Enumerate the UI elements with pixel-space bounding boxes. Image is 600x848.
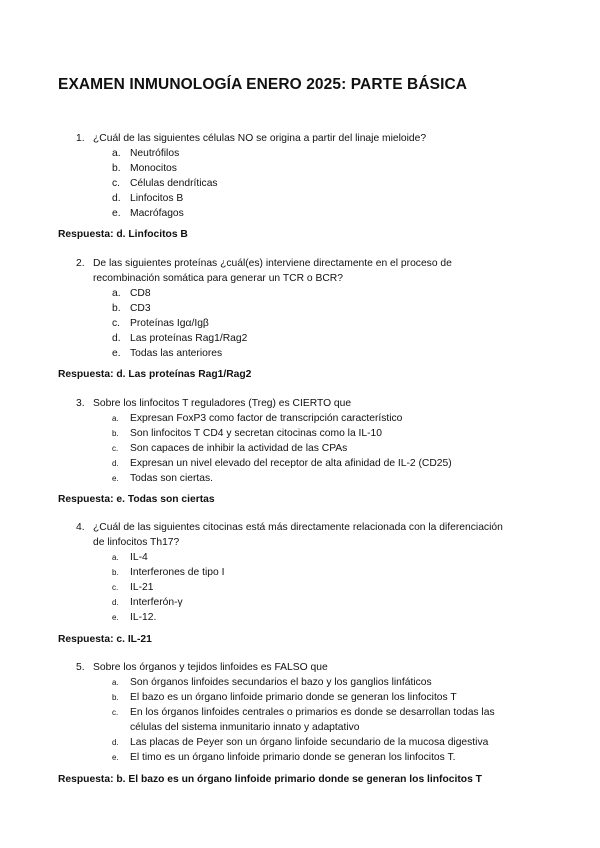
option-text: IL-4 bbox=[130, 552, 148, 563]
option-letter: a. bbox=[112, 148, 121, 159]
question-number: 5. bbox=[76, 662, 85, 673]
answer-5: Respuesta: b. El bazo es un órgano linfoide primario donde se generan los linfocitos T bbox=[58, 774, 482, 785]
question-number: 4. bbox=[76, 522, 85, 533]
option-text: El bazo es un órgano linfoide primario donde se generan los linfocitos T bbox=[130, 692, 457, 703]
option-text: Todas son ciertas. bbox=[130, 473, 213, 484]
question-text-cont: de linfocitos Th17? bbox=[93, 537, 180, 548]
option-text: Monocitos bbox=[130, 163, 177, 174]
option-text: Las placas de Peyer son un órgano linfoide secundario de la mucosa digestiva bbox=[130, 737, 489, 748]
option-text: Las proteínas Rag1/Rag2 bbox=[130, 333, 248, 344]
option-letter: a. bbox=[112, 678, 119, 687]
answer-3: Respuesta: e. Todas son ciertas bbox=[58, 494, 215, 505]
option-letter: d. bbox=[112, 738, 119, 747]
option-text: Neutrófilos bbox=[130, 148, 180, 159]
option-text: IL-12. bbox=[130, 612, 157, 623]
option-text: Todas las anteriores bbox=[130, 348, 223, 359]
option-letter: a. bbox=[112, 553, 119, 562]
option-text: Interferón-γ bbox=[130, 597, 183, 608]
question-number: 1. bbox=[76, 133, 85, 144]
option-letter: c. bbox=[112, 583, 119, 592]
option-text: Son órganos linfoides secundarios el bazo y los ganglios linfáticos bbox=[130, 677, 432, 688]
option-text: Linfocitos B bbox=[130, 193, 184, 204]
option-letter: e. bbox=[112, 753, 119, 762]
question-text: ¿Cuál de las siguientes células NO se origina a partir del linaje mieloide? bbox=[93, 133, 427, 144]
option-letter: b. bbox=[112, 568, 119, 577]
option-letter: e. bbox=[112, 474, 119, 483]
option-text: El timo es un órgano linfoide primario donde se generan los linfocitos T. bbox=[130, 752, 456, 763]
option-text: Macrófagos bbox=[130, 208, 184, 219]
option-text: Proteínas Igα/Igβ bbox=[130, 318, 209, 329]
option-letter: d. bbox=[112, 459, 119, 468]
option-letter: c. bbox=[112, 708, 119, 717]
option-text: IL-21 bbox=[130, 582, 154, 593]
option-letter: e. bbox=[112, 348, 121, 359]
question-text-cont: recombinación somática para generar un TCR o BCR? bbox=[93, 273, 343, 284]
option-letter: d. bbox=[112, 193, 121, 204]
page-title: EXAMEN INMUNOLOGÍA ENERO 2025: PARTE BÁSICA bbox=[58, 76, 468, 93]
option-text: Son capaces de inhibir la actividad de las CPAs bbox=[130, 443, 348, 454]
answer-2: Respuesta: d. Las proteínas Rag1/Rag2 bbox=[58, 369, 252, 380]
option-letter: c. bbox=[112, 318, 121, 329]
option-letter: b. bbox=[112, 303, 121, 314]
option-text: Expresan un nivel elevado del receptor de alta afinidad de IL-2 (CD25) bbox=[130, 458, 452, 469]
option-letter: b. bbox=[112, 163, 121, 174]
option-letter: a. bbox=[112, 414, 119, 423]
answer-1: Respuesta: d. Linfocitos B bbox=[58, 229, 188, 240]
question-number: 3. bbox=[76, 398, 85, 409]
answer-4: Respuesta: c. IL-21 bbox=[58, 634, 152, 645]
option-letter: c. bbox=[112, 444, 119, 453]
option-letter: b. bbox=[112, 429, 119, 438]
question-text: ¿Cuál de las siguientes citocinas está más directamente relacionada con la diferenciación bbox=[93, 522, 503, 533]
option-text: CD3 bbox=[130, 303, 151, 314]
option-text: En los órganos linfoides centrales o primarios es donde se desarrollan todas las bbox=[130, 707, 495, 718]
question-text: Sobre los órganos y tejidos linfoides es FALSO que bbox=[93, 662, 328, 673]
option-text: Interferones de tipo I bbox=[130, 567, 225, 578]
option-letter: a. bbox=[112, 288, 121, 299]
question-text: De las siguientes proteínas ¿cuál(es) interviene directamente en el proceso de bbox=[93, 258, 452, 269]
option-text: CD8 bbox=[130, 288, 151, 299]
option-text: Expresan FoxP3 como factor de transcripción característico bbox=[130, 413, 403, 424]
question-number: 2. bbox=[76, 258, 85, 269]
option-text-cont: células del sistema inmunitario innato y adaptativo bbox=[130, 722, 360, 733]
option-letter: d. bbox=[112, 333, 121, 344]
option-letter: d. bbox=[112, 598, 119, 607]
option-text: Células dendríticas bbox=[130, 178, 218, 189]
question-text: Sobre los linfocitos T reguladores (Treg) es CIERTO que bbox=[93, 398, 352, 409]
option-letter: e. bbox=[112, 208, 121, 219]
option-letter: b. bbox=[112, 693, 119, 702]
option-letter: e. bbox=[112, 613, 119, 622]
option-letter: c. bbox=[112, 178, 121, 189]
option-text: Son linfocitos T CD4 y secretan citocinas como la IL-10 bbox=[130, 428, 383, 439]
